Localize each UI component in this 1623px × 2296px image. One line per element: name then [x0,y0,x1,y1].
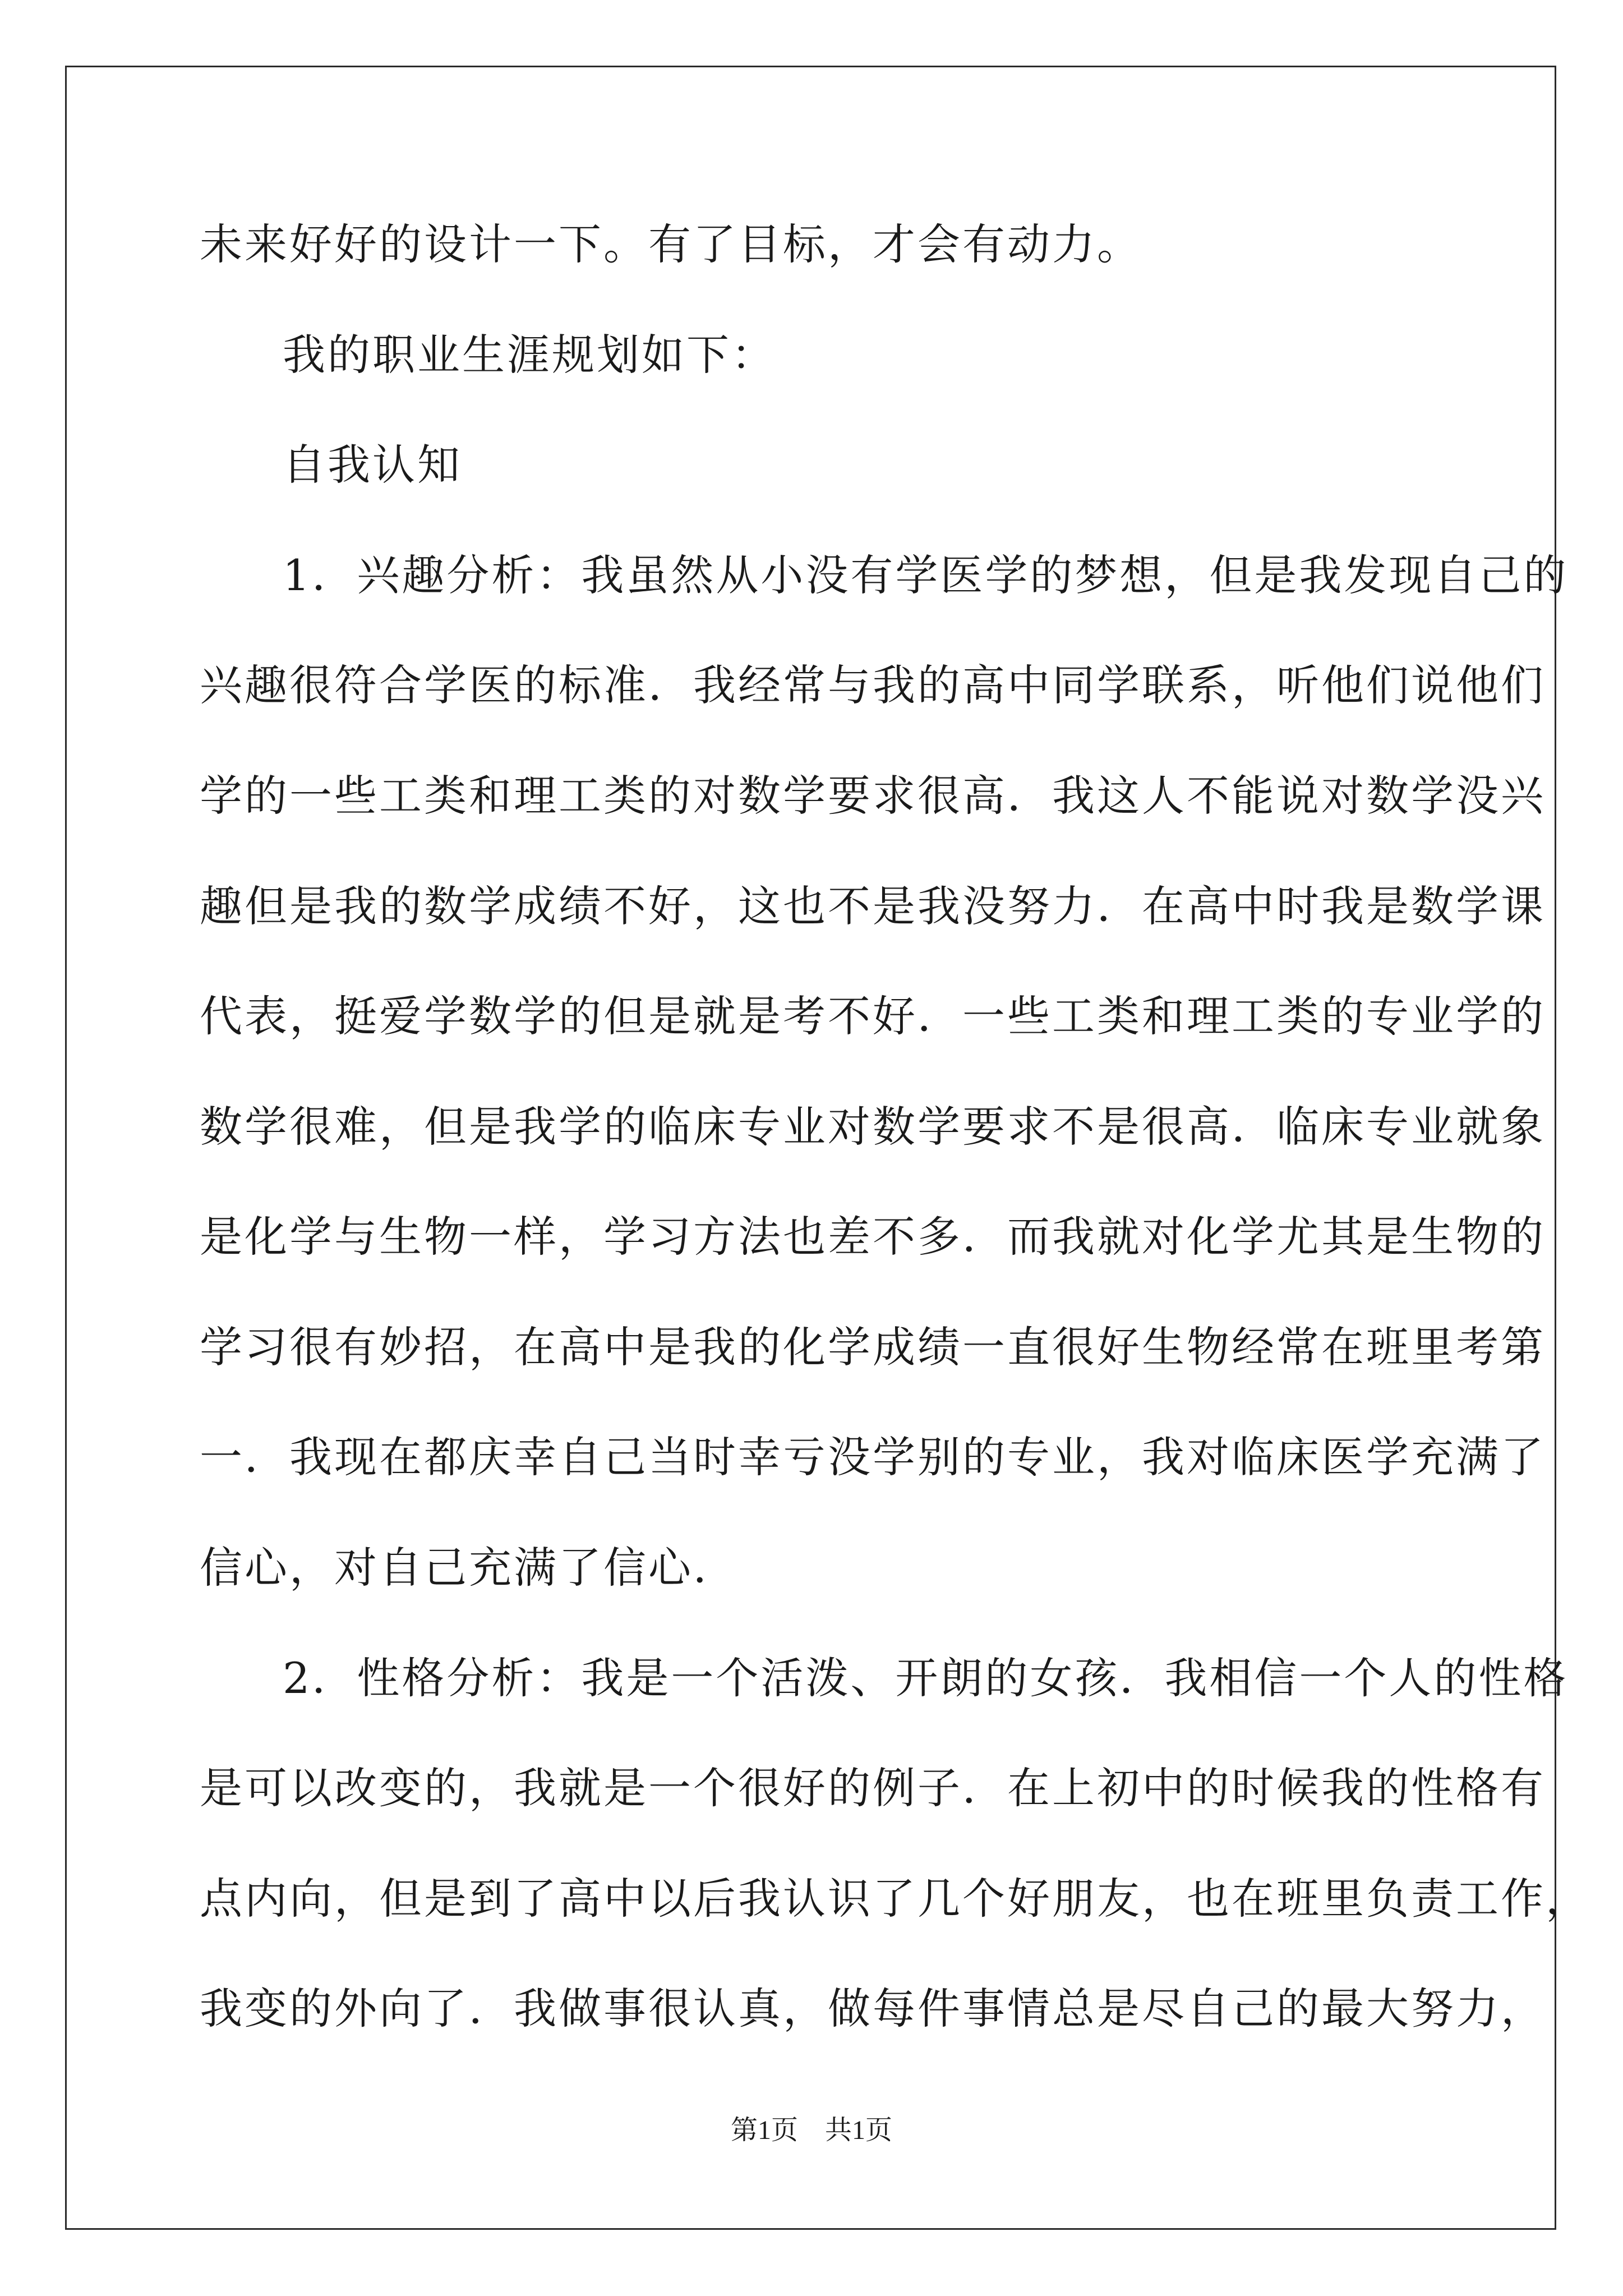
text-line: 未来好好的设计一下。有了目标，才会有动力。 [200,219,1142,269]
text-line: 代表，挺爱学数学的但是就是考不好．一些工类和理工类的专业学的 [200,991,1546,1041]
text-line: 是可以改变的，我就是一个很好的例子．在上初中的时候我的性格有 [200,1763,1546,1813]
text-line: 我的职业生涯规划如下： [283,330,776,380]
text-line: 点内向，但是到了高中以后我认识了几个好朋友，也在班里负责工作， [200,1874,1590,1924]
text-line: 趣但是我的数学成绩不好，这也不是我没努力．在高中时我是数学课 [200,881,1546,931]
text-line: 2．性格分析：我是一个活泼、开朗的女孩．我相信一个人的性格 [283,1653,1569,1703]
text-line: 我变的外向了．我做事很认真，做每件事情总是尽自己的最大努力， [200,1984,1546,2033]
text-line: 1．兴趣分析：我虽然从小没有学医学的梦想，但是我发现自己的 [283,550,1569,600]
section-heading: 自我认知 [283,440,462,490]
text-line: 数学很难，但是我学的临床专业对数学要求不是很高．临床专业就象 [200,1102,1546,1152]
text-line: 是化学与生物一样，学习方法也差不多．而我就对化学尤其是生物的 [200,1212,1546,1262]
page-footer: 第1页 共1页 [730,2115,892,2145]
text-line: 兴趣很符合学医的标准．我经常与我的高中同学联系，听他们说他们 [200,660,1546,710]
text-line: 一．我现在都庆幸自己当时幸亏没学别的专业，我对临床医学充满了 [200,1432,1546,1482]
text-line: 学的一些工类和理工类的对数学要求很高．我这人不能说对数学没兴 [200,771,1546,821]
text-line: 学习很有妙招，在高中是我的化学成绩一直很好生物经常在班里考第 [200,1322,1546,1372]
text-line: 信心，对自己充满了信心． [200,1543,738,1593]
